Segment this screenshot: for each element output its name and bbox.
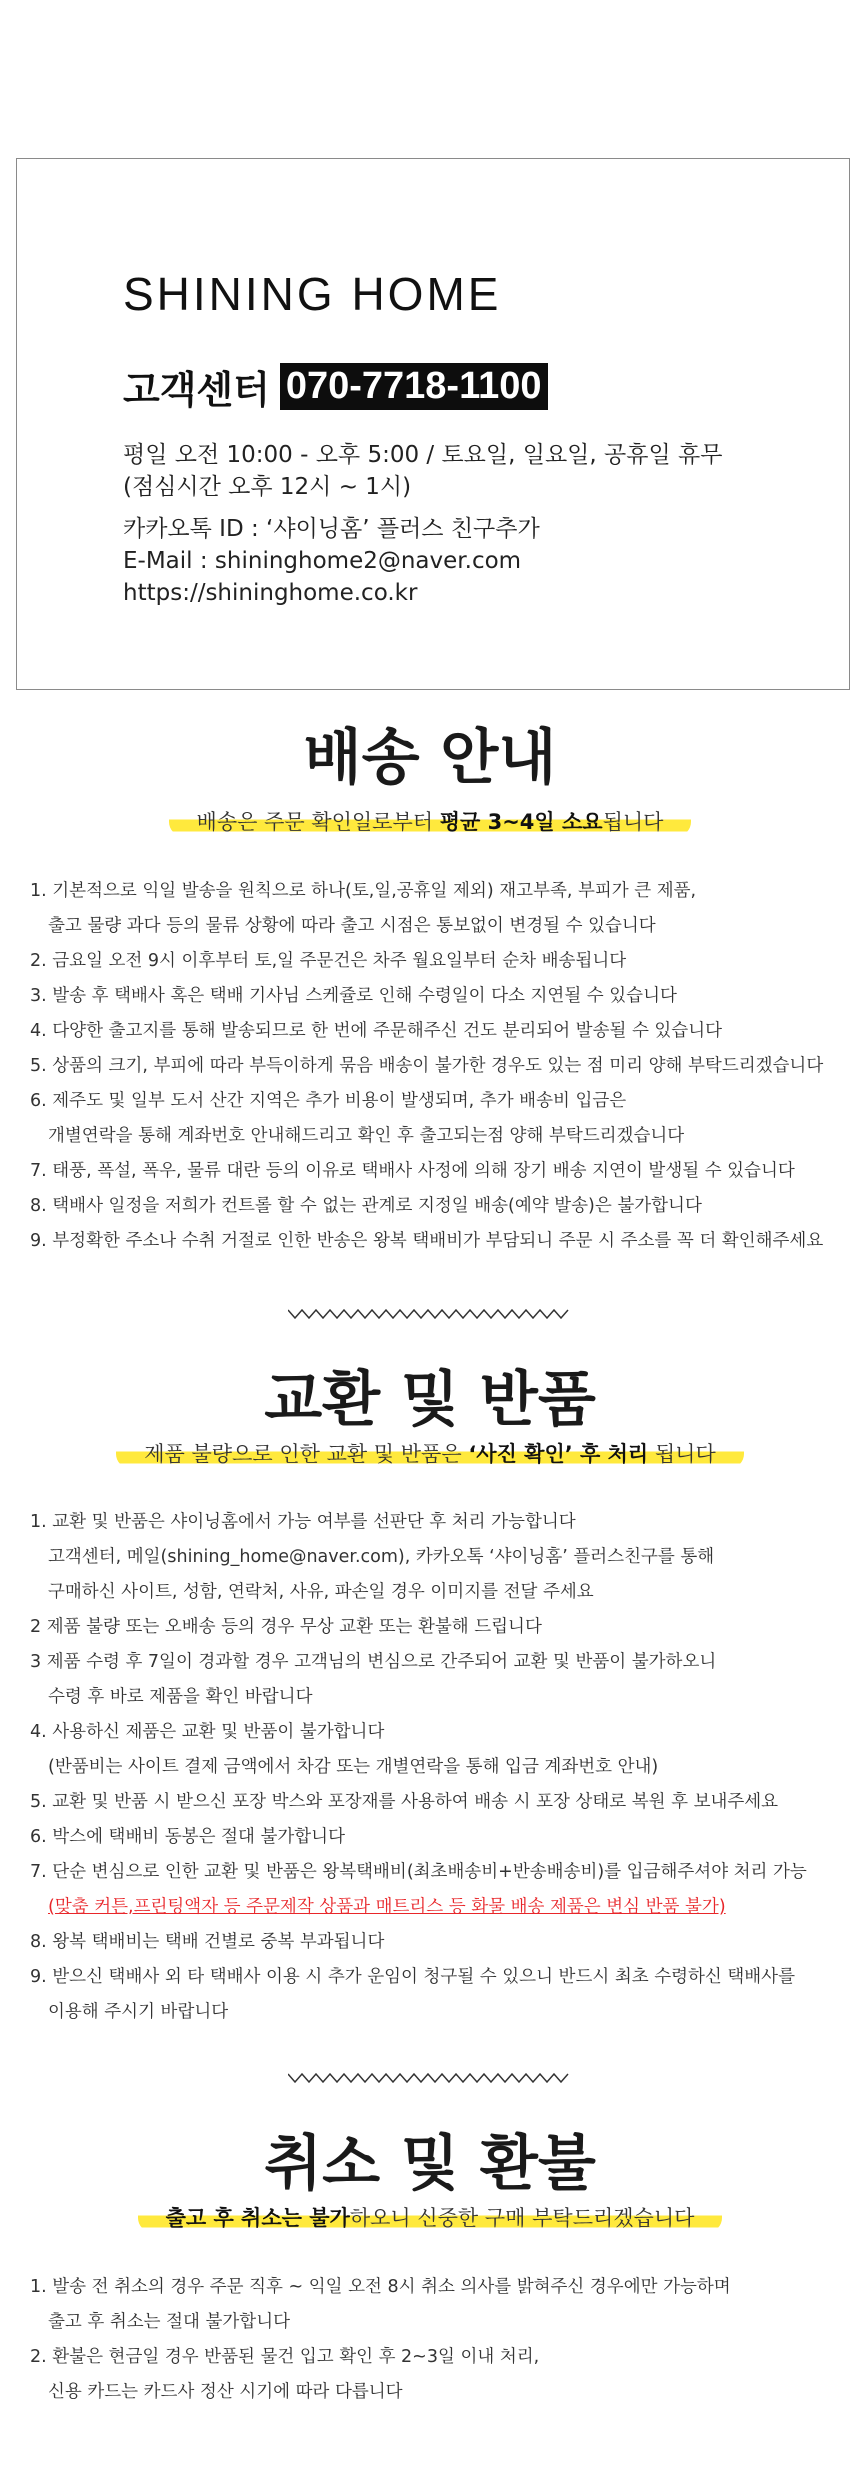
info-card: [16, 158, 850, 690]
list-item: [30, 1610, 840, 1645]
list-item-text: 2. 환불은 현금일 경우 반품된 물건 입고 확인 후 2~3일 이내 처리,: [30, 2347, 540, 2367]
exchange-list: [30, 1505, 840, 2030]
exchange-highlight-bold: ‘사진 확인’ 후 처리: [468, 1442, 649, 1466]
list-item-continuation: 이용해 주시기 바랍니다: [48, 2002, 229, 2022]
cancel-list: [30, 2270, 840, 2410]
cancel-title: 취소 및 환불: [264, 2129, 596, 2199]
list-item-text: 1. 교환 및 반품은 샤이닝홈에서 가능 여부를 선판단 후 처리 가능합니다: [30, 1512, 576, 1532]
exchange-highlight-pre: 제품 불량으로 인한 교환 및 반품은: [144, 1442, 469, 1466]
warning-text: (맞춤 커튼,프린팅액자 등 주문제작 상품과 매트리스 등 화물 배송 제품은 변심 반품 불가): [48, 1897, 726, 1917]
delivery-highlight-bold: 평균 3~4일 소요: [439, 810, 603, 834]
list-item-text: 3. 발송 후 택배사 혹은 택배 기사님 스케쥴로 인해 수령일이 다소 지연될 수 있습니다: [30, 986, 677, 1006]
list-item-text: 5. 교환 및 반품 시 받으신 포장 박스와 포장재를 사용하여 배송 시 포장 상태로 복원 후 보내주세요: [30, 1792, 779, 1812]
list-item: [30, 1715, 840, 1785]
list-item: [30, 1189, 840, 1224]
cancel-highlight-bold: 출고 후 취소는 불가: [165, 2206, 350, 2230]
list-item-continuation: 수령 후 바로 제품을 확인 바랍니다: [48, 1687, 313, 1707]
list-item: [30, 944, 840, 979]
list-item: [30, 1645, 840, 1715]
list-item-text: 8. 택배사 일정을 저희가 컨트롤 할 수 없는 관계로 지정일 배송(예약 발송)은 불가합니다: [30, 1196, 702, 1216]
list-item: [30, 1049, 840, 1084]
customer-center-label: 고객센터: [123, 368, 270, 412]
warning-note: [30, 1890, 840, 1925]
exchange-title: 교환 및 반품: [264, 1365, 596, 1435]
list-item-text: 7. 단순 변심으로 인한 교환 및 반품은 왕복택배비(최초배송비+반송배송비)를 입금해주셔야 처리 가능: [30, 1862, 807, 1882]
list-item-continuation: 신용 카드는 카드사 정산 시기에 따라 다릅니다: [48, 2382, 403, 2402]
hours-line-1: 평일 오전 10:00 - 오후 5:00 / 토요일, 일요일, 공휴일 휴무: [123, 442, 723, 468]
exchange-highlight-post: 됩니다: [648, 1442, 716, 1466]
list-item: [30, 1785, 840, 1820]
list-item-continuation: 개별연락을 통해 계좌번호 안내해드리고 확인 후 출고되는점 양해 부탁드리겠습니다: [48, 1126, 685, 1146]
list-item-text: 7. 태풍, 폭설, 폭우, 물류 대란 등의 이유로 택배사 사정에 의해 장기 배송 지연이 발생될 수 있습니다: [30, 1161, 795, 1181]
list-item-continuation: 출고 물량 과다 등의 물류 상황에 따라 출고 시점은 통보없이 변경될 수 있습니다: [48, 916, 656, 936]
divider-zigzag-icon: [288, 2070, 572, 2086]
contact-info: [123, 513, 540, 609]
delivery-title: 배송 안내: [303, 723, 557, 793]
list-item: [30, 1154, 840, 1189]
list-item-text: 5. 상품의 크기, 부피에 따라 부득이하게 묶음 배송이 불가한 경우도 있는 점 미리 양해 부탁드리겠습니다: [30, 1056, 824, 1076]
delivery-highlight: [0, 806, 860, 836]
list-item: [30, 1084, 840, 1154]
list-item: [30, 1960, 840, 2030]
cancel-highlight-post: 하오니 신중한 구매 부탁드리겠습니다: [349, 2206, 695, 2230]
hours-line-2: (점심시간 오후 12시 ~ 1시): [123, 474, 412, 500]
delivery-highlight-text: [169, 806, 692, 836]
list-item-text: 4. 다양한 출고지를 통해 발송되므로 한 번에 주문해주신 건도 분리되어 발송될 수 있습니다: [30, 1021, 723, 1041]
list-item-continuation: 구매하신 사이트, 성함, 연락처, 사유, 파손일 경우 이미지를 전달 주세요: [48, 1582, 594, 1602]
brand-logo: SHINING HOME: [123, 268, 502, 320]
list-item: [30, 1925, 840, 1960]
cancel-highlight: [0, 2202, 860, 2232]
customer-center-phone[interactable]: 070-7718-1100: [280, 363, 548, 410]
list-item: [30, 1014, 840, 1049]
exchange-highlight: [0, 1438, 860, 1468]
list-item-text: 2 제품 불량 또는 오배송 등의 경우 무상 교환 또는 환불해 드립니다: [30, 1617, 542, 1637]
list-item: [30, 2270, 840, 2340]
list-item-text: 2. 금요일 오전 9시 이후부터 토,일 주문건은 차주 월요일부터 순차 배송됩니다: [30, 951, 627, 971]
list-item-continuation: 출고 후 취소는 절대 불가합니다: [48, 2312, 291, 2332]
list-item: [30, 1505, 840, 1610]
divider-zigzag-icon: [288, 1306, 572, 1322]
list-item-text: 8. 왕복 택배비는 택배 건별로 중복 부과됩니다: [30, 1932, 385, 1952]
kakao-id: 카카오톡 ID : ‘샤이닝홈’ 플러스 친구추가: [123, 516, 540, 542]
list-item-text: 4. 사용하신 제품은 교환 및 반품이 불가합니다: [30, 1722, 385, 1742]
customer-center-row: [123, 359, 548, 414]
list-item: [30, 2340, 840, 2410]
list-item: [30, 979, 840, 1014]
list-item: [30, 874, 840, 944]
list-item-text: 3 제품 수령 후 7일이 경과할 경우 고객님의 변심으로 간주되어 교환 및 반품이 불가하오니: [30, 1652, 717, 1672]
cancel-highlight-text: [138, 2202, 723, 2232]
list-item-text: 1. 기본적으로 익일 발송을 원칙으로 하나(토,일,공휴일 제외) 재고부족, 부피가 큰 제품,: [30, 881, 697, 901]
list-item-continuation: 고객센터, 메일(shining_home@naver.com), 카카오톡 ‘샤이닝홈’ 플러스친구를 통해: [48, 1547, 715, 1567]
list-item-text: 9. 부정확한 주소나 수취 거절로 인한 반송은 왕복 택배비가 부담되니 주문 시 주소를 꼭 더 확인해주세요: [30, 1231, 824, 1251]
list-item-text: 1. 발송 전 취소의 경우 주문 직후 ~ 익일 오전 8시 취소 의사를 밝혀주신 경우에만 가능하며: [30, 2277, 731, 2297]
list-item-text: 6. 박스에 택배비 동봉은 절대 불가합니다: [30, 1827, 345, 1847]
list-item: [30, 1855, 840, 1890]
website-link[interactable]: https://shininghome.co.kr: [123, 580, 418, 606]
list-item-text: 9. 받으신 택배사 외 타 택배사 이용 시 추가 운임이 청구될 수 있으니 반드시 최초 수령하신 택배사를: [30, 1967, 795, 1987]
business-hours: [123, 439, 722, 503]
exchange-highlight-text: [116, 1438, 744, 1468]
delivery-list: [30, 874, 840, 1259]
list-item-text: 6. 제주도 및 일부 도서 산간 지역은 추가 비용이 발생되며, 추가 배송비 입금은: [30, 1091, 627, 1111]
delivery-highlight-post: 됩니다: [602, 810, 664, 834]
list-item: [30, 1820, 840, 1855]
list-item-continuation: (반품비는 사이트 결제 금액에서 차감 또는 개별연락을 통해 입금 계좌번호 안내): [48, 1757, 659, 1777]
email-link[interactable]: E-Mail : shininghome2@naver.com: [123, 548, 522, 574]
list-item: [30, 1224, 840, 1259]
delivery-highlight-pre: 배송은 주문 확인일로부터: [196, 810, 440, 834]
